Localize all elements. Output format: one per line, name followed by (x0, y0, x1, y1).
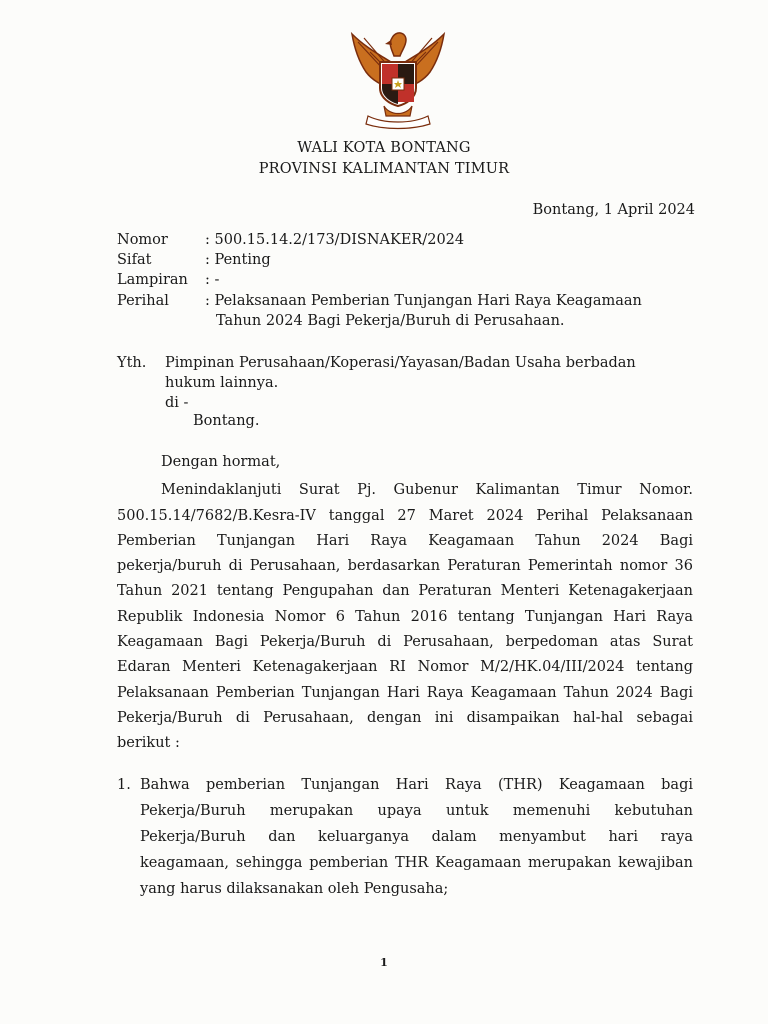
body-line: Pekerja/Buruh di Perusahaan, dengan ini disampaikan hal-hal sebagai (117, 710, 693, 726)
recipient-line: hukum lainnya. (165, 375, 279, 391)
meta-value: : Penting (205, 252, 271, 268)
letterhead-title: WALI KOTA BONTANG (297, 140, 471, 156)
meta-value: Tahun 2024 Bagi Pekerja/Buruh di Perusahaan. (216, 313, 565, 329)
body-line: berikut : (117, 735, 180, 751)
letter-date: Bontang, 1 April 2024 (532, 202, 695, 218)
meta-value: : Pelaksanaan Pemberian Tunjangan Hari Raya Keagamaan (205, 293, 642, 309)
meta-label: Sifat (117, 252, 152, 268)
recipient-line: Pimpinan Perusahaan/Koperasi/Yayasan/Badan Usaha berbadan (165, 355, 636, 371)
recipient-yth: Yth. (117, 355, 147, 371)
list-item-line: Pekerja/Buruh merupakan upaya untuk memenuhi kebutuhan (140, 803, 693, 819)
body-line: Menindaklanjuti Surat Pj. Gubenur Kalimantan Timur Nomor. (161, 482, 693, 498)
recipient-di: di - (165, 395, 189, 411)
garuda-emblem-icon (344, 26, 452, 132)
body-line: pekerja/buruh di Perusahaan, berdasarkan Peraturan Pemerintah nomor 36 (117, 558, 693, 574)
body-line: Republik Indonesia Nomor 6 Tahun 2016 tentang Tunjangan Hari Raya (117, 609, 693, 625)
list-item-line: Bahwa pemberian Tunjangan Hari Raya (THR) Keagamaan bagi (140, 777, 693, 793)
page-number: 1 (380, 956, 388, 969)
meta-value: : - (205, 272, 220, 288)
recipient-city: Bontang. (193, 413, 260, 429)
body-line: Pelaksanaan Pemberian Tunjangan Hari Raya Keagamaan Tahun 2024 Bagi (117, 685, 693, 701)
meta-label: Nomor (117, 232, 168, 248)
body-line: 500.15.14/7682/B.Kesra-IV tanggal 27 Maret 2024 Perihal Pelaksanaan (117, 508, 693, 524)
list-item-line: keagamaan, sehingga pemberian THR Keagamaan merupakan kewajiban (140, 855, 693, 871)
body-line: Pemberian Tunjangan Hari Raya Keagamaan Tahun 2024 Bagi (117, 533, 693, 549)
list-item-line: Pekerja/Buruh dan keluarganya dalam menyambut hari raya (140, 829, 693, 845)
greeting: Dengan hormat, (161, 454, 281, 470)
body-line: Edaran Menteri Ketenagakerjaan RI Nomor M/2/HK.04/III/2024 tentang (117, 659, 693, 675)
meta-label: Lampiran (117, 272, 188, 288)
meta-label: Perihal (117, 293, 169, 309)
body-line: Tahun 2021 tentang Pengupahan dan Peraturan Menteri Ketenagakerjaan (117, 583, 693, 599)
list-item-number: 1. (117, 777, 131, 793)
letterhead-province: PROVINSI KALIMANTAN TIMUR (258, 161, 510, 177)
list-item-line: yang harus dilaksanakan oleh Pengusaha; (140, 881, 449, 897)
body-line: Keagamaan Bagi Pekerja/Buruh di Perusahaan, berpedoman atas Surat (117, 634, 693, 650)
meta-value: : 500.15.14.2/173/DISNAKER/2024 (205, 232, 465, 248)
